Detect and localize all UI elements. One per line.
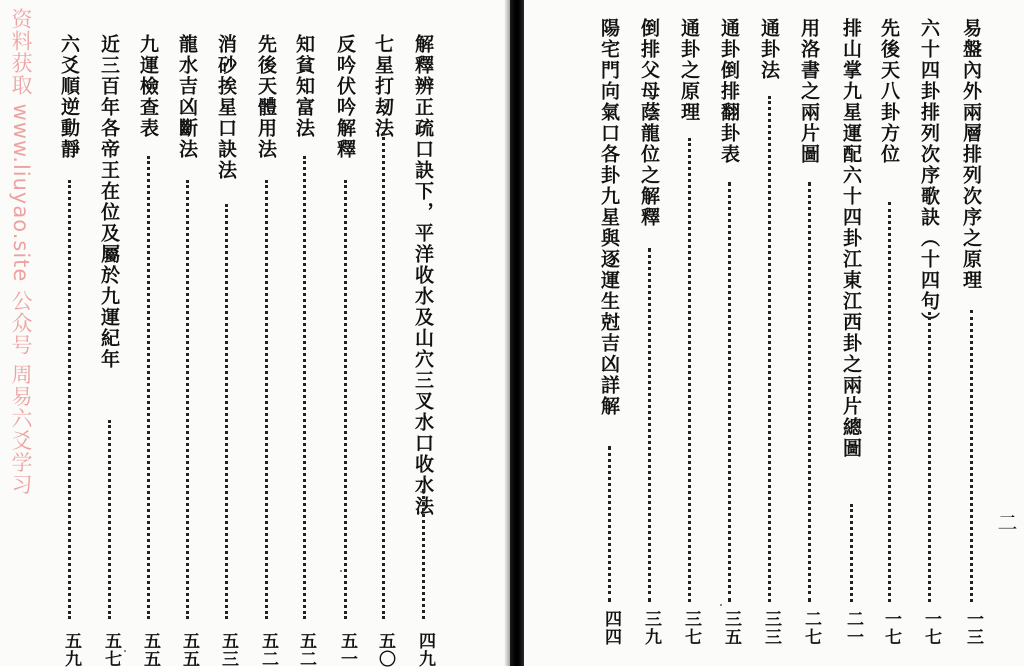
dot-leader bbox=[850, 504, 853, 602]
toc-entry-page: 一七 bbox=[881, 610, 901, 646]
toc-entry-title: 七星打刼法 bbox=[372, 34, 394, 139]
toc-entry bbox=[598, 18, 622, 646]
toc-entry-page: 二七 bbox=[801, 610, 821, 646]
toc-entry bbox=[840, 18, 864, 646]
toc-entry bbox=[98, 34, 122, 668]
dot-leader bbox=[344, 180, 347, 619]
dot-leader bbox=[888, 202, 891, 602]
toc-entry-title: 六爻順逆動靜 bbox=[58, 34, 80, 160]
dot-leader bbox=[265, 180, 268, 619]
toc-entry-page: 五二 bbox=[258, 632, 278, 668]
toc-entry-title: 九運檢查表 bbox=[137, 34, 159, 139]
dot-leader bbox=[768, 96, 771, 602]
toc-entry-page: 五九 bbox=[61, 632, 81, 668]
toc-entry-title: 易盤內外兩層排列次序之原理 bbox=[960, 18, 982, 291]
toc-entry bbox=[960, 18, 984, 646]
toc-entry-title: 倒排父母蔭龍位之解釋 bbox=[638, 18, 660, 228]
dot-leader bbox=[303, 156, 306, 619]
dot-leader bbox=[688, 138, 691, 602]
watermark-text: 资料获取 www.liuyao.site 公众号 周易六爻学习 bbox=[9, 8, 33, 496]
toc-entry-title: 龍水吉凶斷法 bbox=[176, 34, 198, 160]
page-number: 二 bbox=[994, 512, 1018, 532]
toc-entry bbox=[255, 34, 279, 668]
scan-speck bbox=[124, 650, 126, 652]
toc-entry-page: 五〇 bbox=[375, 632, 395, 668]
toc-entry-title: 知貧知富法 bbox=[293, 34, 315, 139]
toc-entry-title: 通卦法 bbox=[758, 18, 780, 81]
toc-entry bbox=[918, 18, 942, 646]
book-gutter bbox=[510, 0, 524, 666]
toc-entry-page: 五二 bbox=[296, 632, 316, 668]
toc-entry-title: 先後天體用法 bbox=[255, 34, 277, 160]
scan-speck bbox=[340, 570, 342, 572]
toc-entry-page: 四四 bbox=[601, 610, 621, 646]
toc-entry bbox=[58, 34, 82, 668]
toc-entry-title: 解釋辨正疏口訣下，平洋收水及山穴三叉水口收水法 bbox=[412, 34, 434, 517]
toc-entry-page: 三七 bbox=[681, 610, 701, 646]
toc-entry bbox=[678, 18, 702, 646]
toc-entry bbox=[878, 18, 902, 646]
toc-entry-page: 五三 bbox=[218, 632, 238, 668]
toc-entry-title: 用洛書之兩片圖 bbox=[798, 18, 820, 165]
toc-entry bbox=[798, 18, 822, 646]
toc-entry-page: 五五 bbox=[140, 632, 160, 668]
dot-leader bbox=[608, 446, 611, 602]
toc-entry bbox=[412, 34, 436, 668]
toc-entry-page: 五五 bbox=[179, 632, 199, 668]
dot-leader bbox=[808, 182, 811, 602]
dot-leader bbox=[422, 489, 425, 619]
toc-entry bbox=[758, 18, 782, 646]
toc-entry bbox=[293, 34, 317, 668]
dot-leader bbox=[186, 180, 189, 619]
toc-entry-title: 通卦之原理 bbox=[678, 18, 700, 123]
toc-entry bbox=[176, 34, 200, 668]
toc-entry bbox=[638, 18, 662, 646]
dot-leader bbox=[108, 420, 111, 619]
toc-entry-title: 陽宅門向氣口各卦九星與逐運生尅吉凶詳解 bbox=[598, 18, 620, 417]
scan-speck bbox=[720, 604, 722, 606]
toc-entry-page: 四九 bbox=[415, 632, 435, 668]
toc-entry bbox=[215, 34, 239, 668]
toc-entry-page: 一三 bbox=[963, 610, 983, 646]
toc-entry-title: 先後天八卦方位 bbox=[878, 18, 900, 165]
toc-entry-title: 近三百年各帝王在位及屬於九運紀年 bbox=[98, 34, 120, 370]
dot-leader bbox=[68, 180, 71, 619]
toc-entry-page: 三五 bbox=[721, 610, 741, 646]
toc-entry bbox=[372, 34, 396, 668]
toc-entry-page: 三九 bbox=[641, 610, 661, 646]
dot-leader bbox=[225, 204, 228, 619]
toc-entry-title: 六十四卦排列次序歌訣（十四句） bbox=[918, 18, 940, 333]
dot-leader bbox=[970, 310, 973, 602]
dot-leader bbox=[728, 182, 731, 602]
dot-leader bbox=[147, 156, 150, 619]
toc-entry-title: 排山掌九星運配六十四卦江東江西卦之兩片總圖 bbox=[840, 18, 862, 459]
toc-entry-title: 反吟伏吟解釋 bbox=[334, 34, 356, 160]
dot-leader bbox=[382, 132, 385, 619]
toc-entry-page: 一七 bbox=[921, 610, 941, 646]
toc-entry-page: 五七 bbox=[101, 632, 121, 668]
dot-leader bbox=[648, 248, 651, 602]
toc-entry bbox=[334, 34, 358, 668]
toc-entry-title: 通卦倒排翻卦表 bbox=[718, 18, 740, 165]
toc-entry-page: 二一 bbox=[843, 610, 863, 646]
toc-entry-title: 消砂挨星口訣法 bbox=[215, 34, 237, 181]
dot-leader bbox=[928, 312, 931, 602]
toc-entry bbox=[137, 34, 161, 668]
toc-entry-page: 五一 bbox=[337, 632, 357, 668]
toc-entry bbox=[718, 18, 742, 646]
toc-entry-page: 三三 bbox=[761, 610, 781, 646]
